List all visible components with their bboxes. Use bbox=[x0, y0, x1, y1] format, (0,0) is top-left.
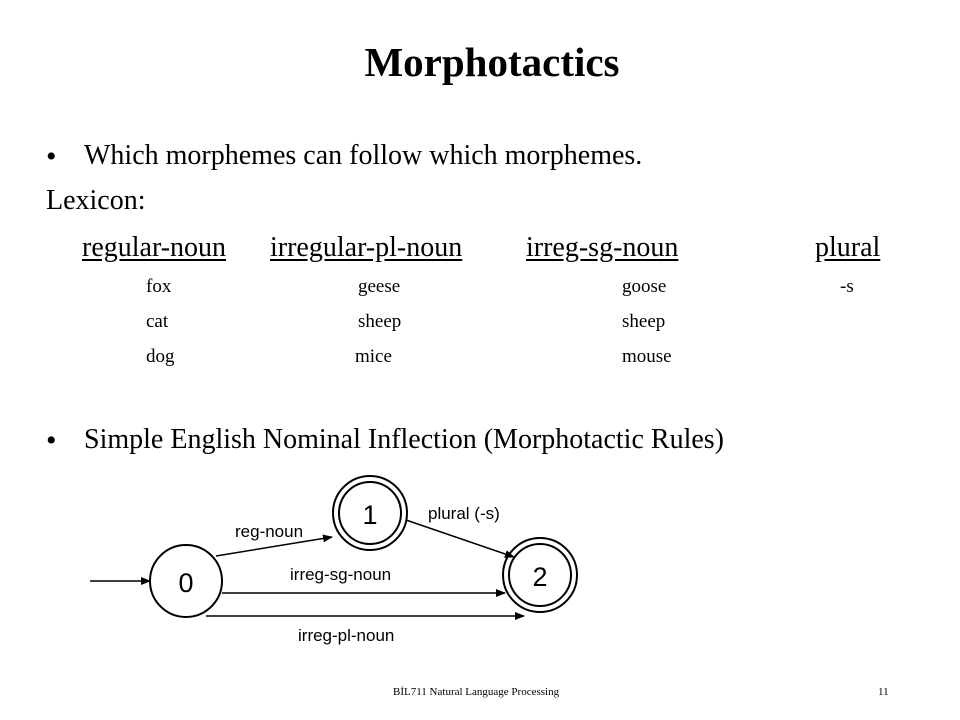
lexicon-label: Lexicon: bbox=[46, 185, 146, 216]
lexicon-cell: fox bbox=[146, 276, 172, 297]
slide-title: Morphotactics bbox=[364, 39, 620, 85]
header-irregular-pl-noun: irregular-pl-noun bbox=[270, 232, 463, 263]
lexicon-cell: -s bbox=[840, 276, 854, 297]
state-0-label: 0 bbox=[178, 568, 194, 598]
transition-plural bbox=[406, 520, 514, 557]
bullet-marker: • bbox=[46, 424, 57, 457]
header-regular-noun: regular-noun bbox=[82, 232, 227, 263]
header-irreg-sg-noun: irreg-sg-noun bbox=[526, 232, 679, 263]
bullet-nominal-inflection: Simple English Nominal Inflection (Morphotactic Rules) bbox=[84, 424, 724, 455]
header-plural: plural bbox=[815, 232, 881, 263]
state-2-label: 2 bbox=[532, 562, 548, 592]
bullet-which-morphemes: Which morphemes can follow which morphemes. bbox=[84, 140, 643, 171]
footer-page-number: 11 bbox=[878, 686, 889, 698]
lexicon-cell: goose bbox=[622, 276, 667, 297]
lexicon-cell: dog bbox=[146, 346, 175, 367]
footer-course: BİL711 Natural Language Processing bbox=[393, 686, 560, 698]
state-1-label: 1 bbox=[362, 500, 378, 530]
bullet-marker: • bbox=[46, 140, 57, 173]
lexicon-cell: mouse bbox=[622, 346, 672, 367]
transition-label-plural: plural (-s) bbox=[428, 504, 500, 523]
lexicon-cell: cat bbox=[146, 311, 169, 332]
lexicon-cell: geese bbox=[358, 276, 401, 297]
transition-label-reg-noun: reg-noun bbox=[235, 522, 304, 541]
lexicon-cell: sheep bbox=[622, 311, 666, 332]
lexicon-cell: mice bbox=[355, 346, 392, 367]
transition-label-irreg-pl-noun: irreg-pl-noun bbox=[298, 626, 395, 645]
lexicon-cell: sheep bbox=[358, 311, 402, 332]
transition-label-irreg-sg-noun: irreg-sg-noun bbox=[290, 565, 392, 584]
